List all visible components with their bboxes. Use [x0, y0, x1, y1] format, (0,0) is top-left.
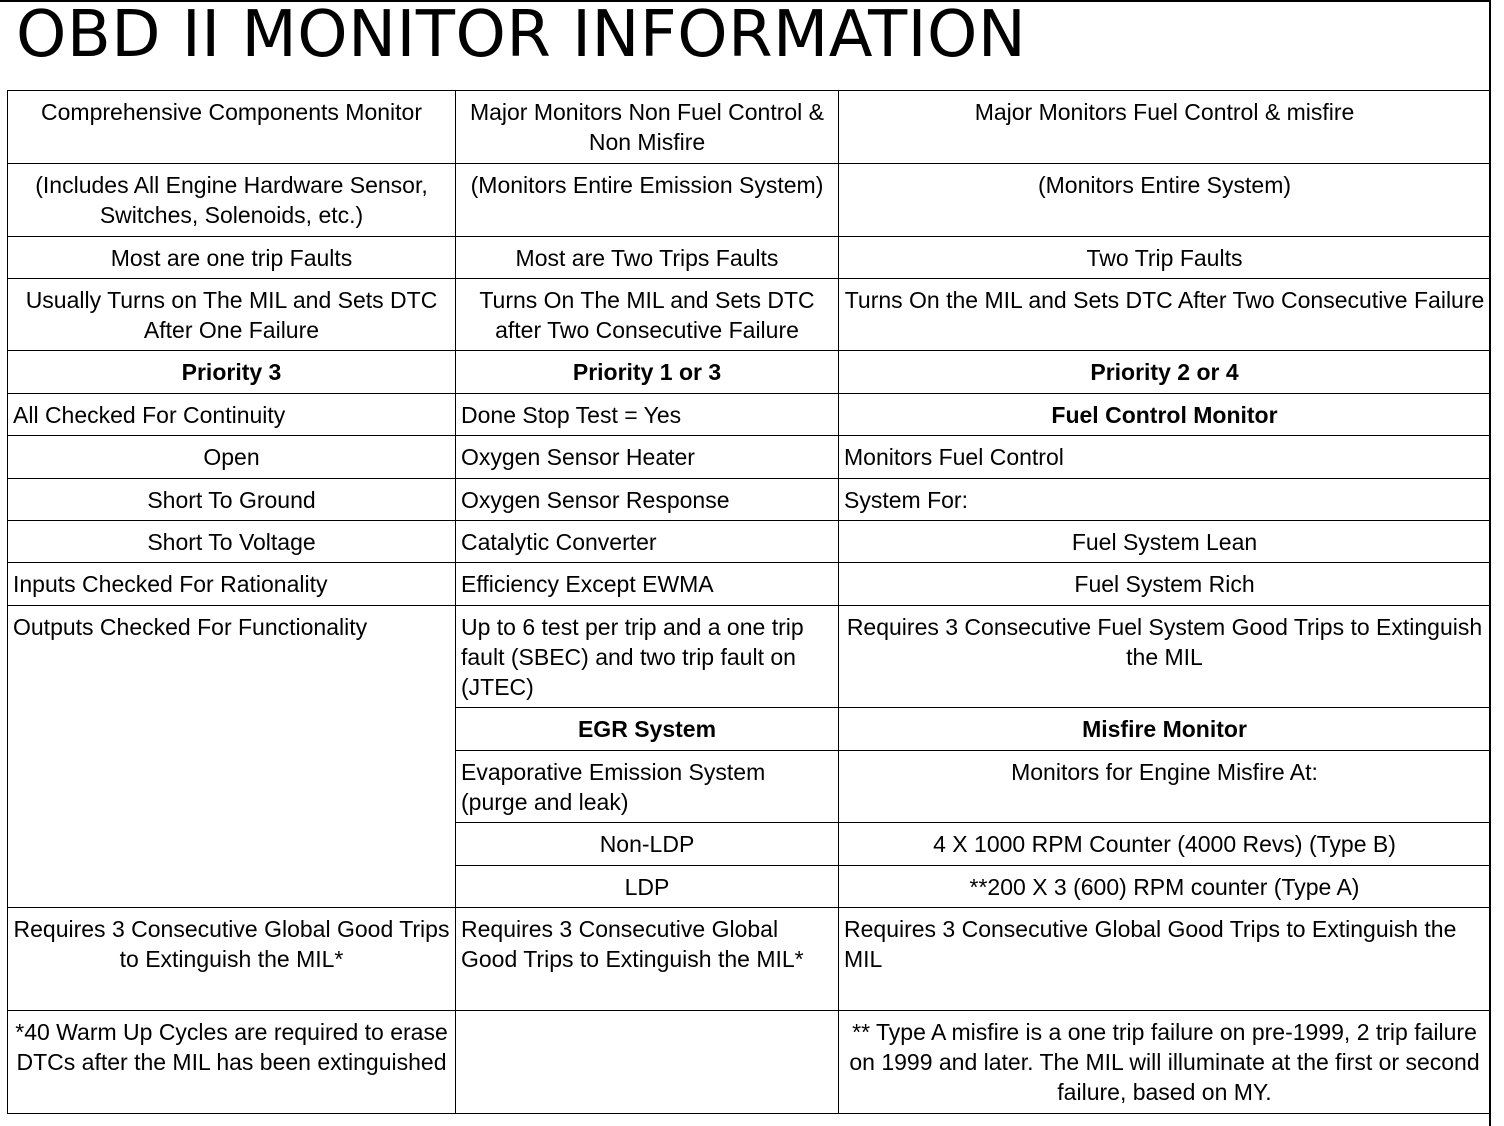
monitor-table: [7, 90, 1491, 1114]
table-cell: Requires 3 Consecutive Global Good Trips to Extinguish the MIL: [839, 908, 1491, 1011]
table-row: [8, 279, 1491, 351]
table-row: [8, 479, 1491, 521]
table-cell: Requires 3 Consecutive Global Good Trips to Extinguish the MIL*: [456, 908, 839, 1011]
page-title: OBD II MONITOR INFORMATION: [16, 0, 1027, 72]
table-cell: Priority 1 or 3: [456, 351, 839, 394]
table-cell: Misfire Monitor: [839, 708, 1491, 751]
table-cell: System For:: [839, 479, 1491, 521]
table-row: [8, 521, 1491, 563]
table-cell: Requires 3 Consecutive Global Good Trips to Extinguish the MIL*: [8, 908, 456, 1011]
table-cell: Priority 2 or 4: [839, 351, 1491, 394]
table-cell: Most are Two Trips Faults: [456, 237, 839, 279]
table-cell: Turns On the MIL and Sets DTC After Two Consecutive Failure: [839, 279, 1491, 351]
table-cell: Open: [8, 436, 456, 479]
table-cell: Monitors Fuel Control: [839, 436, 1491, 479]
table-cell: LDP: [456, 866, 839, 908]
table-cell: Inputs Checked For Rationality: [8, 563, 456, 606]
table-row: [8, 351, 1491, 394]
table-cell: Efficiency Except EWMA: [456, 563, 839, 606]
table-cell: *40 Warm Up Cycles are required to erase DTCs after the MIL has been extinguished: [8, 1011, 456, 1114]
table-row: [8, 908, 1491, 1011]
table-row: [8, 164, 1491, 237]
table-cell: (Includes All Engine Hardware Sensor, Switches, Solenoids, etc.): [8, 164, 456, 237]
table-cell: Oxygen Sensor Heater: [456, 436, 839, 479]
table-cell: All Checked For Continuity: [8, 394, 456, 436]
table-cell: Evaporative Emission System (purge and leak): [456, 751, 839, 823]
table-cell: 4 X 1000 RPM Counter (4000 Revs) (Type B): [839, 823, 1491, 866]
table-row: [8, 91, 1491, 164]
table-cell: **200 X 3 (600) RPM counter (Type A): [839, 866, 1491, 908]
table-row: [8, 436, 1491, 479]
table-cell: Turns On The MIL and Sets DTC after Two Consecutive Failure: [456, 279, 839, 351]
table-cell: Comprehensive Components Monitor: [8, 91, 456, 164]
table-row: [8, 1011, 1491, 1114]
table-cell: Non-LDP: [456, 823, 839, 866]
table-cell: Priority 3: [8, 351, 456, 394]
table-cell: Most are one trip Faults: [8, 237, 456, 279]
table-cell: Fuel System Lean: [839, 521, 1491, 563]
table-cell: (Monitors Entire Emission System): [456, 164, 839, 237]
table-cell: EGR System: [456, 708, 839, 751]
table-cell: Major Monitors Non Fuel Control & Non Misfire: [456, 91, 839, 164]
table-cell: Fuel System Rich: [839, 563, 1491, 606]
table-cell: Monitors for Engine Misfire At:: [839, 751, 1491, 823]
table-row: [8, 237, 1491, 279]
table-cell: Major Monitors Fuel Control & misfire: [839, 91, 1491, 164]
table-row: [8, 394, 1491, 436]
table-cell: Outputs Checked For Functionality: [8, 606, 456, 908]
table-cell: Requires 3 Consecutive Fuel System Good Trips to Extinguish the MIL: [839, 606, 1491, 708]
table-cell: Usually Turns on The MIL and Sets DTC After One Failure: [8, 279, 456, 351]
table-cell: Short To Voltage: [8, 521, 456, 563]
table-cell: Catalytic Converter: [456, 521, 839, 563]
table-row: [8, 606, 1491, 708]
table-cell: (Monitors Entire System): [839, 164, 1491, 237]
table-cell: Up to 6 test per trip and a one trip fault (SBEC) and two trip fault on (JTEC): [456, 606, 839, 708]
table-cell: ** Type A misfire is a one trip failure on pre-1999, 2 trip failure on 1999 and later. The MIL will illuminate at the first or second failure, based on MY.: [839, 1011, 1491, 1114]
table-cell: Short To Ground: [8, 479, 456, 521]
table-cell: Two Trip Faults: [839, 237, 1491, 279]
table-cell: Fuel Control Monitor: [839, 394, 1491, 436]
table-cell: Oxygen Sensor Response: [456, 479, 839, 521]
table-row: [8, 563, 1491, 606]
table-cell: Done Stop Test = Yes: [456, 394, 839, 436]
table-cell-empty: [456, 1011, 839, 1114]
